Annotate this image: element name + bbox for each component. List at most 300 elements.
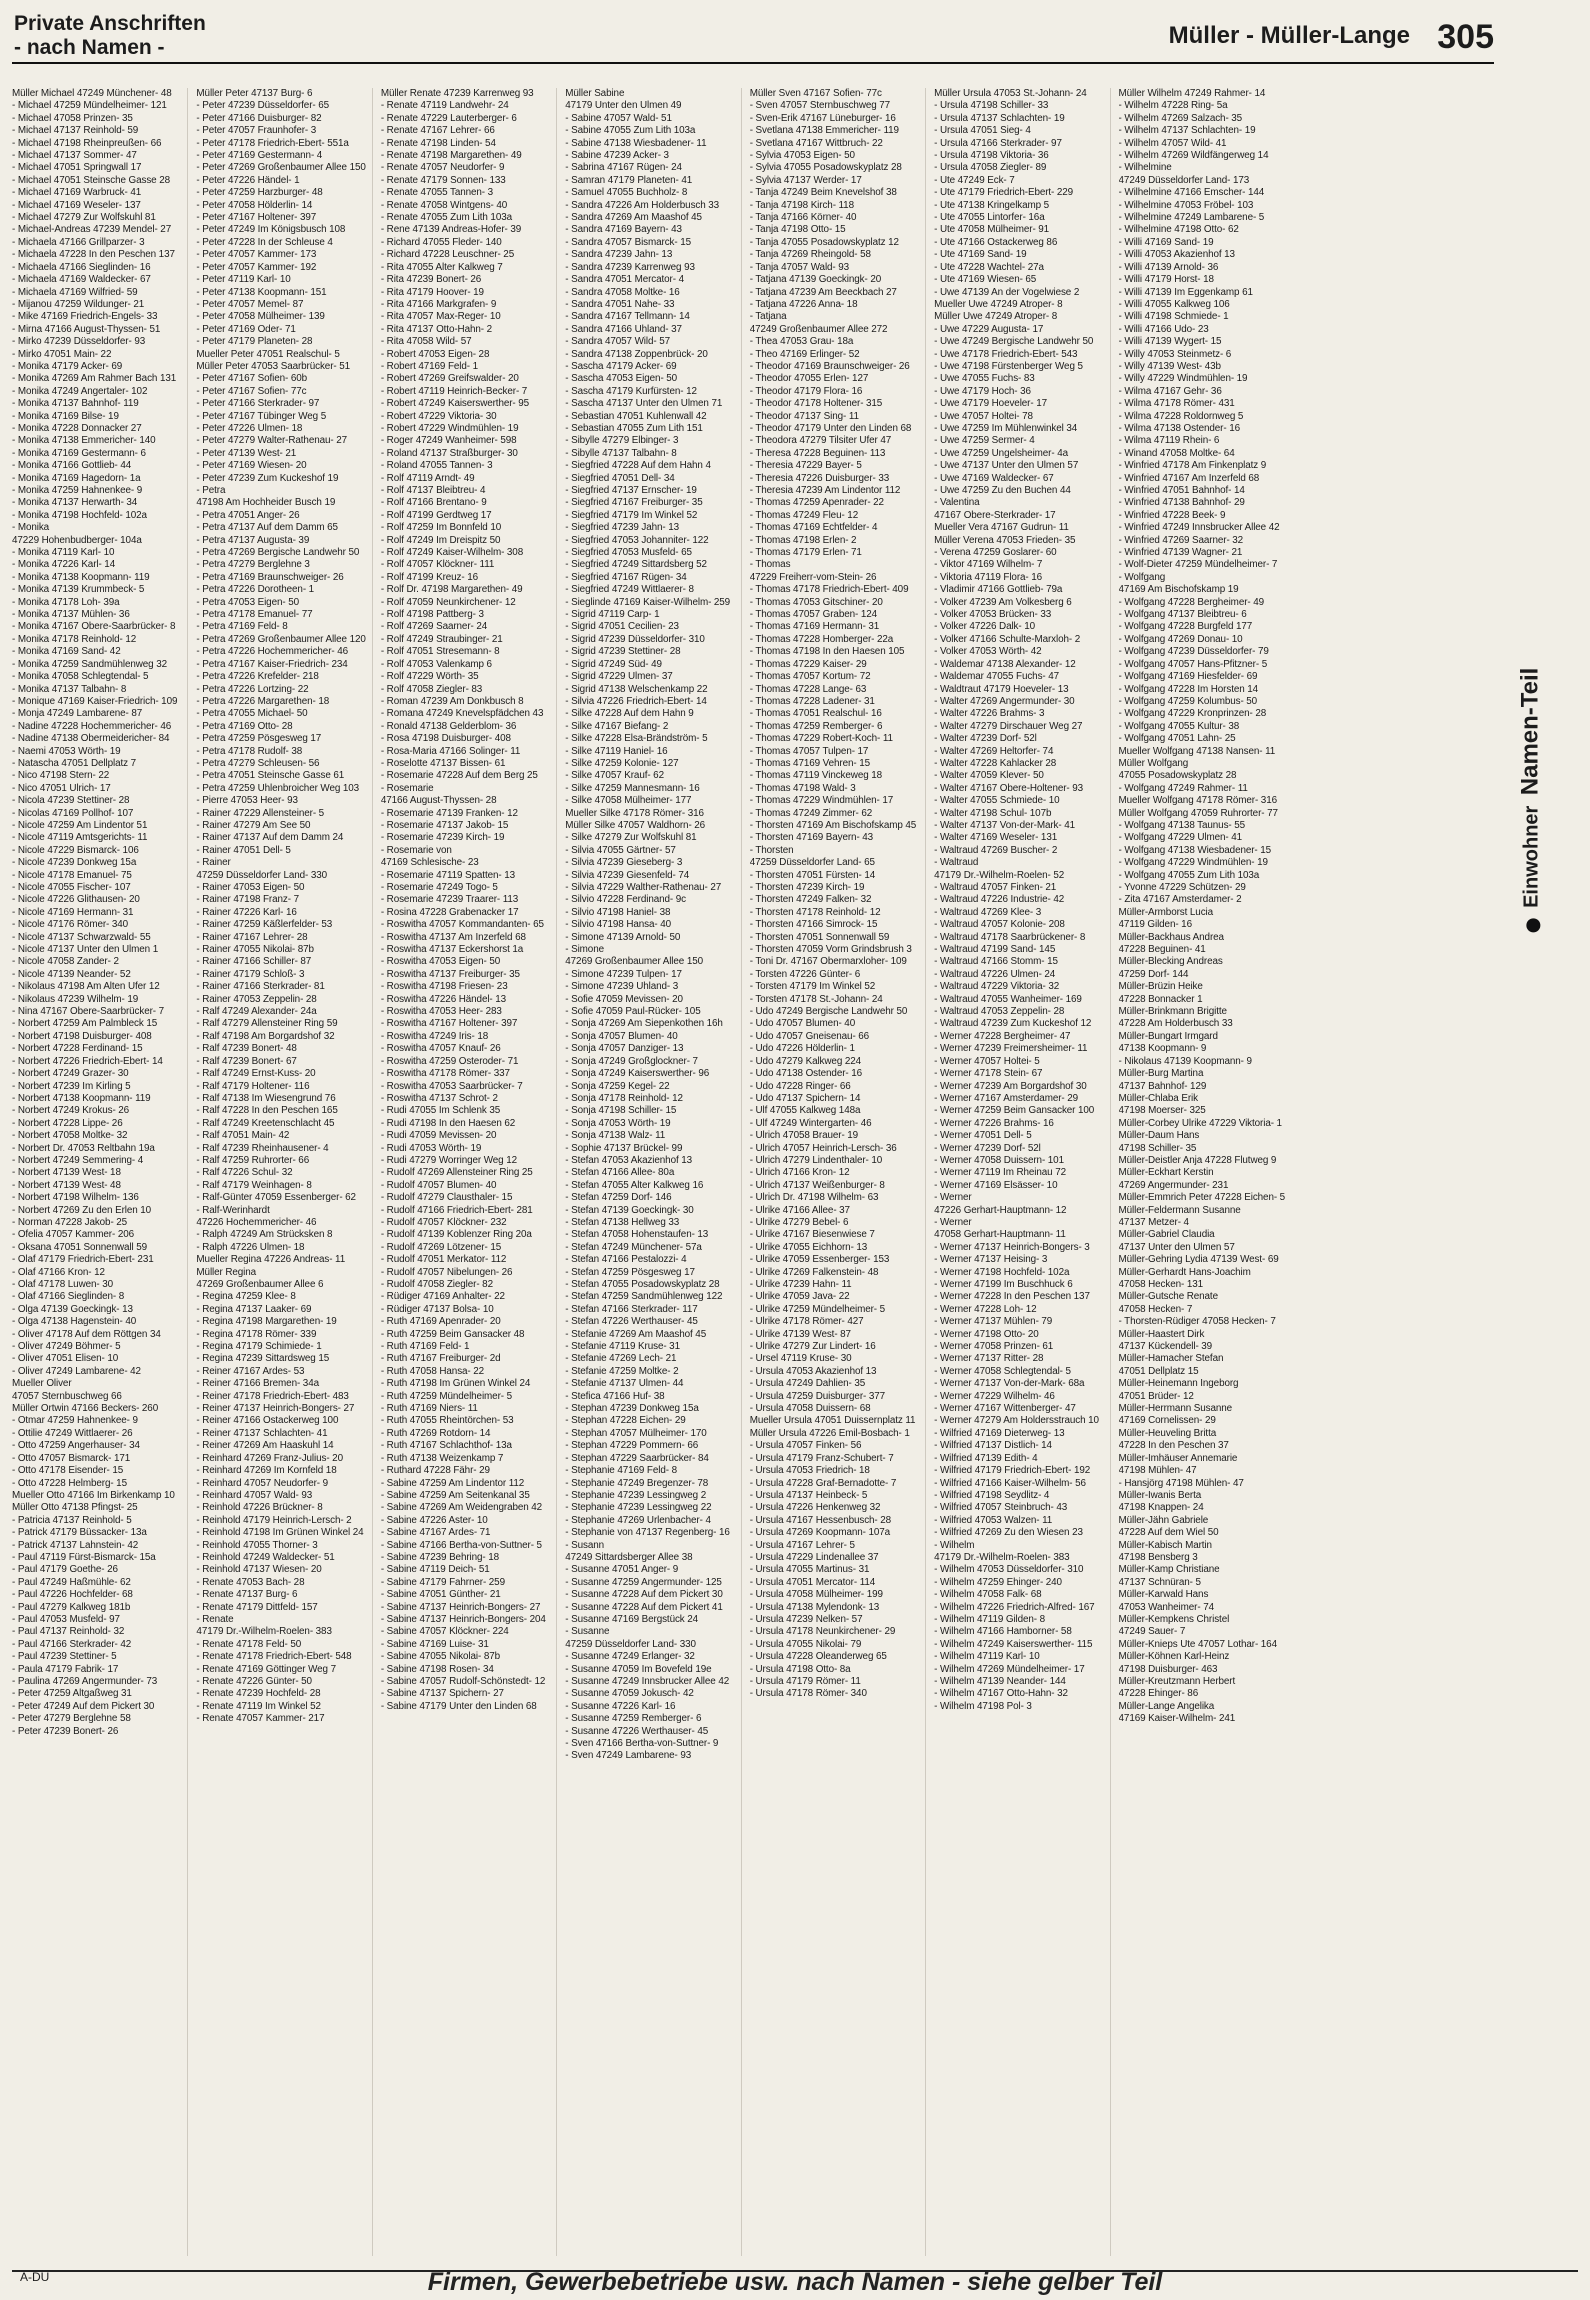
listing-entry: - Rainer 47053 Zeppelin- 28 xyxy=(196,993,317,1005)
listing-entry: - Ursula 47239 Nelken- 57 xyxy=(749,1613,863,1625)
listing-entry: - Ute 47138 Kringelkamp 5 xyxy=(934,199,1050,211)
listing-entry: - Petra 47137 Augusta- 39 xyxy=(196,534,310,546)
listing-entry: - Rudolf 47058 Ziegler- 82 xyxy=(380,1279,493,1290)
listing-entry: - Stefan 47259 Pösgesweg 17 xyxy=(565,1266,695,1278)
listing-entry: - Ursula 47057 Finken- 56 xyxy=(749,1440,862,1452)
listing-entry: - Reinhard 47269 Im Kornfeld 18 xyxy=(196,1465,337,1477)
listing-entry: Mueller Ursula 47051 Duissernplatz 11 xyxy=(749,1415,916,1427)
listing-entry: - Olaf 47179 Friedrich-Ebert- 231 xyxy=(12,1254,154,1266)
listing-entry: - Michaela 47228 In den Peschen 137 xyxy=(12,249,175,261)
listing-entry: - Michaela 47166 Sieglinden- 16 xyxy=(12,261,151,273)
listing-entry: - Rudolf 47051 Merkator- 112 xyxy=(380,1254,507,1266)
listing-entry: 47051 Dellplatz 15 xyxy=(1118,1365,1199,1377)
listing-entry: - Nikolaus 47198 Am Alten Ufer 12 xyxy=(12,981,160,993)
listing-entry: - Sandra 47239 Jahn- 13 xyxy=(565,249,673,261)
listing-entry: - Willy 47229 Windmühlen- 19 xyxy=(1118,373,1248,385)
listing-entry: - Ulrike 47259 Mündelheimer- 5 xyxy=(749,1303,886,1315)
listing-entry: - Silvio 47198 Hansa- 40 xyxy=(565,919,672,931)
listing-entry: - Waltraud xyxy=(934,857,979,869)
listing-entry: - Rolf 47053 Valenkamp 6 xyxy=(380,658,492,670)
listing-entry: - Peter 47058 Hölderlin- 14 xyxy=(196,199,313,211)
listing-entry: 47269 Angermunder- 231 xyxy=(1118,1179,1229,1191)
listing-entry: - Silvia 47229 Walther-Rathenau- 27 xyxy=(565,882,722,893)
listing-entry: - Sascha 47179 Acker- 69 xyxy=(565,360,677,372)
listing-entry: - Ute 47228 Wachtel- 27a xyxy=(934,261,1044,273)
listing-entry: - Thomas 47198 Wald- 3 xyxy=(749,782,856,794)
listing-entry: - Michael 47279 Zur Wolfskuhl 81 xyxy=(12,212,156,224)
listing-entry: - Waltraud 47269 Klee- 3 xyxy=(934,906,1042,918)
listing-entry: - Roswitha 47226 Händel- 13 xyxy=(380,993,507,1005)
listing-entry: - Nicole 47058 Zander- 2 xyxy=(12,956,119,968)
listing-entry: - Rita 47166 Markgrafen- 9 xyxy=(380,298,497,310)
listing-entry: - Thomas 47228 Ladener- 31 xyxy=(749,695,875,707)
listing-entry: - Ruth 47058 Hansa- 22 xyxy=(380,1365,485,1377)
listing-entry: - Mirko 47239 Düsseldorfer- 93 xyxy=(12,336,146,348)
listing-entry: - Rita 47239 Bonert- 26 xyxy=(380,274,482,286)
listing-entry: 47198 Mühlen- 47 xyxy=(1118,1465,1197,1477)
listing-entry: - Wilfried 47057 Steinbruch- 43 xyxy=(934,1502,1068,1514)
listing-entry: Müller-Jähn Gabriele xyxy=(1118,1514,1209,1526)
listing-entry: - Sibylle 47137 Talbahn- 8 xyxy=(565,447,677,459)
listing-entry: - Michael 47137 Reinhold- 59 xyxy=(12,125,139,137)
listing-entry: - Paul 47226 Hochfelder- 68 xyxy=(12,1589,133,1601)
listing-entry: - Susanne 47226 Werthauser- 45 xyxy=(565,1725,709,1737)
listing-entry: - Volker 47226 Dalk- 10 xyxy=(934,621,1036,633)
listing-entry: - Susanne 47228 Auf dem Pickert 41 xyxy=(565,1601,723,1613)
listing-entry: - Ulrich 47137 Weißenburger- 8 xyxy=(749,1179,885,1191)
listing-entry: - Wilhelm xyxy=(934,1539,975,1551)
listing-entry: - Stephanie 47169 Feld- 8 xyxy=(565,1465,677,1477)
listing-entry: - Petra 47226 Dorotheen- 1 xyxy=(196,584,315,596)
listing-entry: - Ruthard 47228 Fähr- 29 xyxy=(380,1465,490,1477)
listing-entry: - Roswitha 47057 Knauf- 26 xyxy=(380,1043,501,1055)
listing-entry: - Renate 47055 Tannen- 3 xyxy=(380,187,494,199)
listing-entry: - Pierre 47053 Heer- 93 xyxy=(196,795,298,807)
listing-entry: Müller-Feldermann Susanne xyxy=(1118,1204,1241,1216)
listing-entry: Müller-Haastert Dirk xyxy=(1118,1328,1205,1340)
listing-entry: 47198 Knappen- 24 xyxy=(1118,1502,1204,1514)
listing-entry: Müller-Kamp Christiane xyxy=(1118,1564,1220,1576)
listing-entry: - Rita 47057 Max-Reger- 10 xyxy=(380,311,501,323)
listing-entry: - Ursula 47058 Ziegler- 89 xyxy=(934,162,1047,174)
listing-columns xyxy=(12,88,1294,2256)
listing-entry: - Sigrid 47138 Welschenkamp 22 xyxy=(565,683,708,695)
listing-entry: - Walter 47169 Weseler- 131 xyxy=(934,832,1058,844)
listing-entry: - Ulrich 47279 Lindenthaler- 10 xyxy=(749,1154,883,1166)
listing-entry: - Michaela 47169 Waldecker- 67 xyxy=(12,274,151,286)
listing-entry: - Ronald 47138 Gelderblom- 36 xyxy=(380,720,517,732)
listing-entry: - Silke 47279 Zur Wolfskuhl 81 xyxy=(565,832,697,844)
listing-entry: - Monika 47138 Emmericher- 140 xyxy=(12,435,156,447)
listing-entry: - Reinhold 47179 Heinrich-Lersch- 2 xyxy=(196,1514,352,1526)
listing-entry: - Werner 47228 Loh- 12 xyxy=(934,1303,1037,1315)
listing-entry: - Petra 47169 Feld- 8 xyxy=(196,621,288,633)
listing-entry: - Renate 47198 Margarethen- 49 xyxy=(380,150,522,162)
listing-entry: - Roswitha 47178 Römer- 337 xyxy=(380,1068,510,1080)
listing-entry: - Sabine 47226 Aster- 10 xyxy=(380,1514,488,1526)
listing-entry: - Renate 47198 Linden- 54 xyxy=(380,137,496,149)
listing-entry: - Stephanie 47239 Lessingweg 22 xyxy=(565,1502,712,1514)
listing-entry: - Stefan 47139 Goeckingk- 30 xyxy=(565,1204,694,1216)
listing-entry: - Stefan 47166 Sterkrader- 117 xyxy=(565,1303,698,1315)
listing-entry: - Wolfgang xyxy=(1118,571,1166,583)
listing-entry: - Renate 47119 Landwehr- 24 xyxy=(380,100,509,112)
listing-entry: 47226 Gerhart-Hauptmann- 12 xyxy=(934,1204,1067,1216)
listing-entry: - Sabine 47057 Klöckner- 224 xyxy=(380,1626,509,1638)
listing-entry: - Thomas 47198 Erlen- 2 xyxy=(749,534,857,546)
listing-entry: - Ursula 47051 Mercator- 114 xyxy=(749,1576,876,1588)
listing-entry: - Wilhelm 47139 Neander- 144 xyxy=(934,1676,1066,1687)
listing-entry: - Renate 47179 Dittfeld- 157 xyxy=(196,1601,318,1613)
listing-entry: - Theodor 47169 Braunschweiger- 26 xyxy=(749,360,910,372)
listing-entry: - Wolfgang 47138 Taunus- 55 xyxy=(1118,819,1246,831)
listing-entry: - Peter 47057 Memel- 87 xyxy=(196,298,304,310)
listing-entry: - Richard 47055 Fleder- 140 xyxy=(380,236,502,248)
listing-entry: - Thorsten-Rüdiger 47058 Hecken- 7 xyxy=(1118,1316,1276,1328)
listing-entry: - Regina 47198 Margarethen- 19 xyxy=(196,1316,337,1328)
listing-entry: - Ulrich 47058 Brauer- 19 xyxy=(749,1130,859,1142)
listing-entry: - Peter 47279 Berglehne 58 xyxy=(12,1713,131,1725)
listing-entry: - Thomas 47178 Friedrich-Ebert- 409 xyxy=(749,584,909,596)
listing-entry: - Roswitha 47137 Am Inzerfeld 68 xyxy=(380,931,526,943)
listing-entry: - Peter 47058 Mülheimer- 139 xyxy=(196,311,325,323)
listing-entry: - Peter 47057 Kammer- 192 xyxy=(196,261,317,273)
listing-entry: - Peter 47249 Im Königsbusch 108 xyxy=(196,224,346,236)
listing-entry: 47198 Am Hochheider Busch 19 xyxy=(196,497,336,509)
listing-entry: - Waltraud 47166 Stomm- 15 xyxy=(934,956,1058,968)
listing-entry: - Rainer 47053 Eigen- 50 xyxy=(196,882,305,893)
listing-entry: - Uwe 47057 Holtei- 78 xyxy=(934,410,1033,422)
listing-entry: - Silvio 47198 Haniel- 38 xyxy=(565,906,671,918)
listing-entry: - Olaf 47166 Sieglinden- 8 xyxy=(12,1291,125,1303)
section-side-tab xyxy=(1510,610,1550,990)
listing-entry: - Theodor 47178 Holtener- 315 xyxy=(749,398,883,410)
listing-entry: Müller-Gutsche Renate xyxy=(1118,1291,1218,1303)
listing-entry: 47229 Hohenbudberger- 104a xyxy=(12,534,142,546)
listing-entry: - Simone 47239 Tulpen- 17 xyxy=(565,968,682,980)
listing-entry: Mueller Wolfgang 47178 Römer- 316 xyxy=(1118,795,1277,807)
listing-entry: - Peter 47167 Holtener- 397 xyxy=(196,212,317,224)
listing-entry: - Patrick 47179 Büssacker- 13a xyxy=(12,1527,147,1539)
listing-entry: - Sabine 47057 Wald- 51 xyxy=(565,112,672,124)
listing-entry: - Thomas 47119 Vinckeweg 18 xyxy=(749,770,883,782)
listing-entry: - Werner 47198 Hochfeld- 102a xyxy=(934,1266,1070,1278)
listing-entry: - Reiner 47166 Bremen- 34a xyxy=(196,1378,319,1390)
listing-entry: - Silvia 47055 Gärtner- 57 xyxy=(565,844,676,856)
listing-entry: - Walter 47226 Brahms- 3 xyxy=(934,708,1045,720)
listing-column xyxy=(934,88,1110,2256)
listing-entry: - Rita 47137 Otto-Hahn- 2 xyxy=(380,323,492,335)
listing-entry: - Ursula 47178 Neunkirchener- 29 xyxy=(749,1626,896,1638)
listing-entry: - Norbert 47249 Semmering- 4 xyxy=(12,1154,144,1166)
listing-entry: - Susanne 47228 Auf dem Pickert 30 xyxy=(565,1589,723,1601)
listing-entry: - Roswitha 47137 Schrot- 2 xyxy=(380,1092,498,1104)
listing-entry: - Thorsten 47166 Simrock- 15 xyxy=(749,919,878,931)
listing-entry: - Norbert 47138 Koopmann- 119 xyxy=(12,1092,151,1104)
listing-entry: Müller Wilhelm 47249 Rahmer- 14 xyxy=(1118,88,1266,99)
listing-entry: Mueller Peter 47051 Realschul- 5 xyxy=(196,348,340,360)
listing-entry: - Peter 47166 Sterkrader- 97 xyxy=(196,398,320,410)
listing-entry: - Wolfgang 47055 Kultur- 38 xyxy=(1118,720,1240,732)
listing-entry: - Ursula 47269 Koopmann- 107a xyxy=(749,1527,891,1539)
listing-entry: - Paul 47119 Fürst-Bismarck- 15a xyxy=(12,1551,156,1563)
listing-entry: - Michael 47137 Sommer- 47 xyxy=(12,150,137,162)
listing-entry: - Renate 47167 Lehrer- 66 xyxy=(380,125,495,137)
listing-entry: - Sabine 47259 Am Seitenkanal 35 xyxy=(380,1489,530,1501)
listing-entry: - Rainer 47051 Dell- 5 xyxy=(196,844,291,856)
listing-entry: - Hansjörg 47198 Mühlen- 47 xyxy=(1118,1477,1244,1489)
listing-entry: - Sabine 47137 Spichern- 27 xyxy=(380,1688,504,1700)
listing-entry: - Petra 47178 Emanuel- 77 xyxy=(196,609,313,621)
listing-entry: - Werner 47058 Schlegtendal- 5 xyxy=(934,1365,1071,1377)
listing-entry: Müller-Burg Martina xyxy=(1118,1068,1204,1080)
listing-entry: 47226 Hochemmericher- 46 xyxy=(196,1216,317,1228)
listing-entry: - Walter 47269 Angermunder- 30 xyxy=(934,695,1075,707)
footer-code: A-DU xyxy=(20,2270,50,2284)
listing-entry: - Monika 47167 Obere-Saarbrücker- 8 xyxy=(12,621,176,633)
listing-entry: - Willi 47169 Sand- 19 xyxy=(1118,236,1214,248)
listing-entry: Müller-Bungart Irmgard xyxy=(1118,1030,1218,1042)
listing-entry: - Wilhelm 47167 Otto-Hahn- 32 xyxy=(934,1688,1068,1700)
listing-entry: - Walter 47198 Schul- 107b xyxy=(934,807,1052,819)
listing-entry: - Roswitha 47053 Saarbrücker- 7 xyxy=(380,1080,523,1092)
listing-entry: - Sonja 47053 Wörth- 19 xyxy=(565,1117,671,1129)
listing-entry: - Sigrid 47239 Stettiner- 28 xyxy=(565,646,681,658)
listing-entry: - Winfried 47139 Wagner- 21 xyxy=(1118,547,1243,559)
listing-entry: - Wolfgang 47169 Hiesfelder- 69 xyxy=(1118,671,1258,683)
listing-entry: - Ruth 47259 Beim Gansacker 48 xyxy=(380,1328,525,1340)
listing-entry: - Nina 47167 Obere-Saarbrücker- 7 xyxy=(12,1006,165,1018)
listing-entry: Müller-Blecking Andreas xyxy=(1118,956,1223,968)
listing-entry: - Ralf 47051 Main- 42 xyxy=(196,1130,290,1142)
listing-entry: - Reiner 47178 Friedrich-Ebert- 483 xyxy=(196,1390,349,1402)
listing-entry: - Norbert Dr. 47053 Reltbahn 19a xyxy=(12,1142,155,1154)
listing-entry: - Rolf 47199 Kreuz- 16 xyxy=(380,571,478,583)
listing-entry: - Sofie 47059 Mevissen- 20 xyxy=(565,993,683,1005)
listing-entry: - Rainer 47198 Franz- 7 xyxy=(196,894,299,906)
listing-entry: - Wilfried 47179 Friedrich-Ebert- 192 xyxy=(934,1465,1091,1477)
listing-entry: - Rudolf 47279 Clausthaler- 15 xyxy=(380,1192,513,1204)
listing-entry: - Simone 47139 Arnold- 50 xyxy=(565,931,681,943)
listing-entry: - Wilma 47178 Römer- 431 xyxy=(1118,398,1235,410)
listing-entry: - Peter 47167 Sofien- 60b xyxy=(196,373,308,385)
listing-entry: Müller Silke 47057 Waldhorn- 26 xyxy=(565,819,706,831)
listing-entry: - Svetlana 47167 Wittbruch- 22 xyxy=(749,137,883,149)
listing-entry: - Werner 47169 Elsässer- 10 xyxy=(934,1179,1058,1191)
listing-entry: - Winfried 47269 Saarner- 32 xyxy=(1118,534,1244,546)
listing-entry: - Petra 47259 Pösgesweg 17 xyxy=(196,733,322,745)
listing-entry: - Nicole 47239 Donkweg 15a xyxy=(12,857,137,869)
listing-entry: - Ursula 47249 Dahlien- 35 xyxy=(749,1378,866,1390)
listing-entry: - Sabine 47169 Luise- 31 xyxy=(380,1638,489,1650)
listing-entry: - Ruth 47167 Freiburger- 2d xyxy=(380,1353,501,1365)
listing-entry: - Wolfgang 47055 Zum Lith 103a xyxy=(1118,869,1260,881)
listing-entry: - Peter 47269 Großenbaumer Allee 150 xyxy=(196,162,366,174)
listing-entry: - Vladimir 47166 Gottlieb- 79a xyxy=(934,584,1063,596)
listing-entry: - Siegfried 47051 Dell- 34 xyxy=(565,472,675,484)
listing-entry: - Norbert 47139 West- 48 xyxy=(12,1179,121,1191)
listing-entry: - Monika 47228 Donnacker 27 xyxy=(12,422,142,434)
listing-entry: - Rolf 47199 Gerdtweg 17 xyxy=(380,509,492,521)
listing-entry: - Silvia 47239 Giesenfeld- 74 xyxy=(565,869,690,881)
listing-entry: 47137 Metzer- 4 xyxy=(1118,1216,1189,1228)
listing-entry: - Theodor 47179 Unter den Linden 68 xyxy=(749,422,912,434)
listing-entry: - Ursel 47119 Kruse- 30 xyxy=(749,1353,852,1365)
listing-entry: Müller Ursula 47226 Emil-Bosbach- 1 xyxy=(749,1427,910,1439)
listing-entry: - Thomas 47051 Realschul- 16 xyxy=(749,708,882,720)
listing-entry: - Willi 47053 Akazienhof 13 xyxy=(1118,249,1235,261)
listing-entry: - Silvia 47239 Gieseberg- 3 xyxy=(565,857,683,869)
listing-entry: - Oliver 47051 Elisen- 10 xyxy=(12,1353,119,1365)
listing-entry: - Peter 47119 Karl- 10 xyxy=(196,274,291,286)
listing-entry: - Susanne 47249 Innsbrucker Allee 42 xyxy=(565,1676,730,1687)
listing-entry: 47198 Schiller- 35 xyxy=(1118,1142,1197,1154)
listing-entry: - Susanne 47169 Bergstück 24 xyxy=(565,1613,699,1625)
listing-entry: - Susanne 47051 Anger- 9 xyxy=(565,1564,679,1576)
listing-entry: 47058 Hecken- 7 xyxy=(1118,1303,1193,1315)
listing-entry: - Walter 47167 Obere-Holtener- 93 xyxy=(934,782,1084,794)
listing-entry: - Roswitha 47137 Freiburger- 35 xyxy=(380,968,520,980)
page-name-range: Müller - Müller-Lange xyxy=(1168,22,1410,49)
listing-entry: - Nicole 47137 Unter den Ulmen 1 xyxy=(12,944,159,956)
listing-entry: - Peter 47169 Wiesen- 20 xyxy=(196,460,307,472)
listing-entry: - Monika 47226 Karl- 14 xyxy=(12,559,116,571)
listing-entry: 47228 Beguinen- 41 xyxy=(1118,944,1206,956)
listing-entry: - Ulrike 47059 Essenberger- 153 xyxy=(749,1254,890,1266)
listing-entry: - Nicole 47229 Bismarck- 106 xyxy=(12,844,139,856)
listing-entry: - Sven 47166 Bertha-von-Suttner- 9 xyxy=(565,1738,719,1750)
listing-entry: 47228 Am Holderbusch 33 xyxy=(1118,1018,1233,1030)
listing-entry: - Renate 47178 Friedrich-Ebert- 548 xyxy=(196,1651,352,1663)
listing-entry: - Petra 47226 Krefelder- 218 xyxy=(196,671,319,683)
listing-entry: - Sandra 47169 Bayern- 43 xyxy=(565,224,682,236)
listing-entry: - Roswitha 47053 Eigen- 50 xyxy=(380,956,501,968)
listing-entry: - Sebastian 47055 Zum Lith 151 xyxy=(565,422,703,434)
listing-entry: - Theo 47169 Erlinger- 52 xyxy=(749,348,860,360)
listing-entry: - Reinhard 47269 Franz-Julius- 20 xyxy=(196,1452,343,1464)
listing-entry: - Monika 47178 Reinhold- 12 xyxy=(12,633,137,645)
listing-entry: - Thomas 47249 Fleu- 12 xyxy=(749,509,859,521)
listing-entry: - Regina 47179 Schimiede- 1 xyxy=(196,1341,322,1353)
listing-entry: - Sabine 47259 Am Lindentor 112 xyxy=(380,1477,525,1489)
listing-entry: 47051 Brüder- 12 xyxy=(1118,1390,1194,1402)
listing-entry: - Wilma 47119 Rhein- 6 xyxy=(1118,435,1220,447)
listing-entry: - Rüdiger 47169 Anhalter- 22 xyxy=(380,1291,505,1303)
listing-entry: - Rosina 47228 Grabenacker 17 xyxy=(380,906,519,918)
listing-entry: - Sabine 47055 Zum Lith 103a xyxy=(565,125,696,137)
listing-entry: - Sandra 47138 Zoppenbrück- 20 xyxy=(565,348,708,360)
listing-entry: - Wilhelm 47053 Düsseldorfer- 310 xyxy=(934,1564,1084,1576)
listing-entry: - Waltraud 47269 Buscher- 2 xyxy=(934,844,1058,856)
header-rule xyxy=(12,62,1494,64)
listing-entry: - Romana 47249 Knevelspfädchen 43 xyxy=(380,708,544,720)
listing-entry: Mueller Wolfgang 47138 Nansen- 11 xyxy=(1118,745,1276,757)
page-header-section xyxy=(14,12,206,60)
listing-entry: Müller-Backhaus Andrea xyxy=(1118,931,1224,943)
listing-entry: - Siegfried 47167 Freiburger- 35 xyxy=(565,497,703,509)
listing-entry: 47228 Auf dem Wiel 50 xyxy=(1118,1527,1219,1539)
listing-entry: - Wilma 47138 Ostender- 16 xyxy=(1118,422,1240,434)
listing-entry: - Rudolf 47057 Blumen- 40 xyxy=(380,1179,497,1191)
listing-entry: - Siegfried 47137 Ernscher- 19 xyxy=(565,485,697,496)
listing-entry: - Waldtraut 47179 Hoeveler- 13 xyxy=(934,683,1069,695)
listing-entry: - Ulrike 47139 West- 87 xyxy=(749,1328,851,1340)
listing-entry: - Peter 47167 Tübinger Weg 5 xyxy=(196,410,327,422)
listing-entry: - Reinhold 47198 Im Grünen Winkel 24 xyxy=(196,1527,364,1539)
listing-entry: - Volker 47053 Brücken- 33 xyxy=(934,609,1052,621)
listing-entry: - Waltraud 47178 Saarbrückener- 8 xyxy=(934,931,1086,943)
listing-entry: - Sandra 47239 Karrenweg 93 xyxy=(565,261,695,273)
listing-entry: - Willi 47179 Horst- 18 xyxy=(1118,274,1214,286)
listing-entry: - Roselotte 47137 Bissen- 61 xyxy=(380,757,506,769)
listing-entry: - Sabine 47239 Behring- 18 xyxy=(380,1551,500,1563)
listing-entry: - Siegfried 47249 Wittlaerer- 8 xyxy=(565,584,694,596)
listing-entry: Müller Ortwin 47166 Beckers- 260 xyxy=(12,1403,159,1415)
listing-entry: Müller-Knieps Ute 47057 Lothar- 164 xyxy=(1118,1638,1277,1650)
listing-entry: Müller-Eckhart Kerstin xyxy=(1118,1167,1214,1179)
listing-entry: - Wolfgang 47259 Kolumbus- 50 xyxy=(1118,695,1258,707)
listing-entry: - Thomas 47249 Zimmer- 62 xyxy=(749,807,873,819)
listing-entry: 47179 Dr.-Wilhelm-Roelen- 383 xyxy=(196,1626,332,1638)
listing-entry: - Roswitha 47137 Eckershorst 1a xyxy=(380,944,524,956)
listing-entry: - Silvio 47228 Ferdinand- 9c xyxy=(565,894,686,906)
listing-entry: - Sabine 47138 Wiesbadener- 11 xyxy=(565,137,707,149)
listing-entry: - Tanja 47198 Kirch- 118 xyxy=(749,199,854,211)
listing-entry: - Monika xyxy=(12,522,50,534)
listing-entry: - Ralph 47249 Am Strücksken 8 xyxy=(196,1229,333,1241)
listing-entry: - Werner xyxy=(934,1192,972,1204)
listing-entry: - Waltraud 47055 Wanheimer- 169 xyxy=(934,993,1082,1005)
listing-entry: - Sabine 47051 Günther- 21 xyxy=(380,1589,501,1601)
listing-entry: - Ruth 47198 Im Grünen Winkel 24 xyxy=(380,1378,531,1390)
listing-entry: - Peter 47239 Zum Kuckeshof 19 xyxy=(196,472,339,484)
listing-entry: - Siegfried 47053 Musfeld- 65 xyxy=(565,547,692,559)
listing-entry: - Yvonne 47229 Schützen- 29 xyxy=(1118,882,1246,893)
listing-entry: Müller Verena 47053 Frieden- 35 xyxy=(934,534,1076,546)
listing-entry: - Ute 47058 Mülheimer- 91 xyxy=(934,224,1050,236)
listing-entry: - Theodor 47179 Flora- 16 xyxy=(749,385,863,397)
listing-entry: - Rosemarie 47119 Spatten- 13 xyxy=(380,869,515,881)
listing-entry: - Uwe 47259 Ungelsheimer- 4a xyxy=(934,447,1068,459)
listing-entry: Müller-Daum Hans xyxy=(1118,1130,1200,1142)
listing-column xyxy=(381,88,557,2256)
listing-entry: Müller Uwe 47249 Atroper- 8 xyxy=(934,311,1058,323)
listing-entry: - Wolfgang 47228 Burgfeld 177 xyxy=(1118,621,1253,633)
listing-entry: - Zita 47167 Amsterdamer- 2 xyxy=(1118,894,1242,906)
listing-entry: Müller-Kabisch Martin xyxy=(1118,1539,1212,1551)
listing-entry: Mueller Oliver xyxy=(12,1378,72,1390)
listing-entry: - Monika 47169 Hagedorn- 1a xyxy=(12,472,141,484)
listing-entry: - Wilfried 47169 Dieterweg- 13 xyxy=(934,1427,1065,1439)
listing-entry: - Udo 47057 Gneisenau- 66 xyxy=(749,1030,870,1042)
listing-entry: - Siegfried 47228 Auf dem Hahn 4 xyxy=(565,460,711,472)
listing-entry: - Peter 47167 Sofien- 77c xyxy=(196,385,307,397)
listing-entry: - Ursula 47053 Friedrich- 18 xyxy=(749,1465,870,1477)
listing-entry: - Nicole 47119 Amtsgerichts- 11 xyxy=(12,832,148,844)
listing-entry: - Sonja 47249 Großglockner- 7 xyxy=(565,1055,698,1067)
listing-entry: - Thomas 47169 Echtfelder- 4 xyxy=(749,522,878,534)
listing-entry: - Nicolas 47169 Pollhof- 107 xyxy=(12,807,134,819)
listing-entry: - Wilhelm 47057 Wild- 41 xyxy=(1118,137,1227,149)
listing-entry: - Peter 47228 In der Schleuse 4 xyxy=(196,236,333,248)
listing-entry: - Stephan 47239 Donkweg 15a xyxy=(565,1403,699,1415)
listing-entry: - Nadine 47228 Hochemmericher- 46 xyxy=(12,720,172,732)
listing-entry: - Waltraud 47226 Ulmen- 24 xyxy=(934,968,1056,980)
listing-entry: - Waltraud 47057 Finken- 21 xyxy=(934,882,1057,893)
listing-entry: - Ulf 47055 Kalkweg 148a xyxy=(749,1105,861,1117)
listing-entry: - Ursula 47138 Mylendonk- 13 xyxy=(749,1601,880,1613)
listing-entry: - Wolfgang 47269 Donau- 10 xyxy=(1118,633,1243,645)
